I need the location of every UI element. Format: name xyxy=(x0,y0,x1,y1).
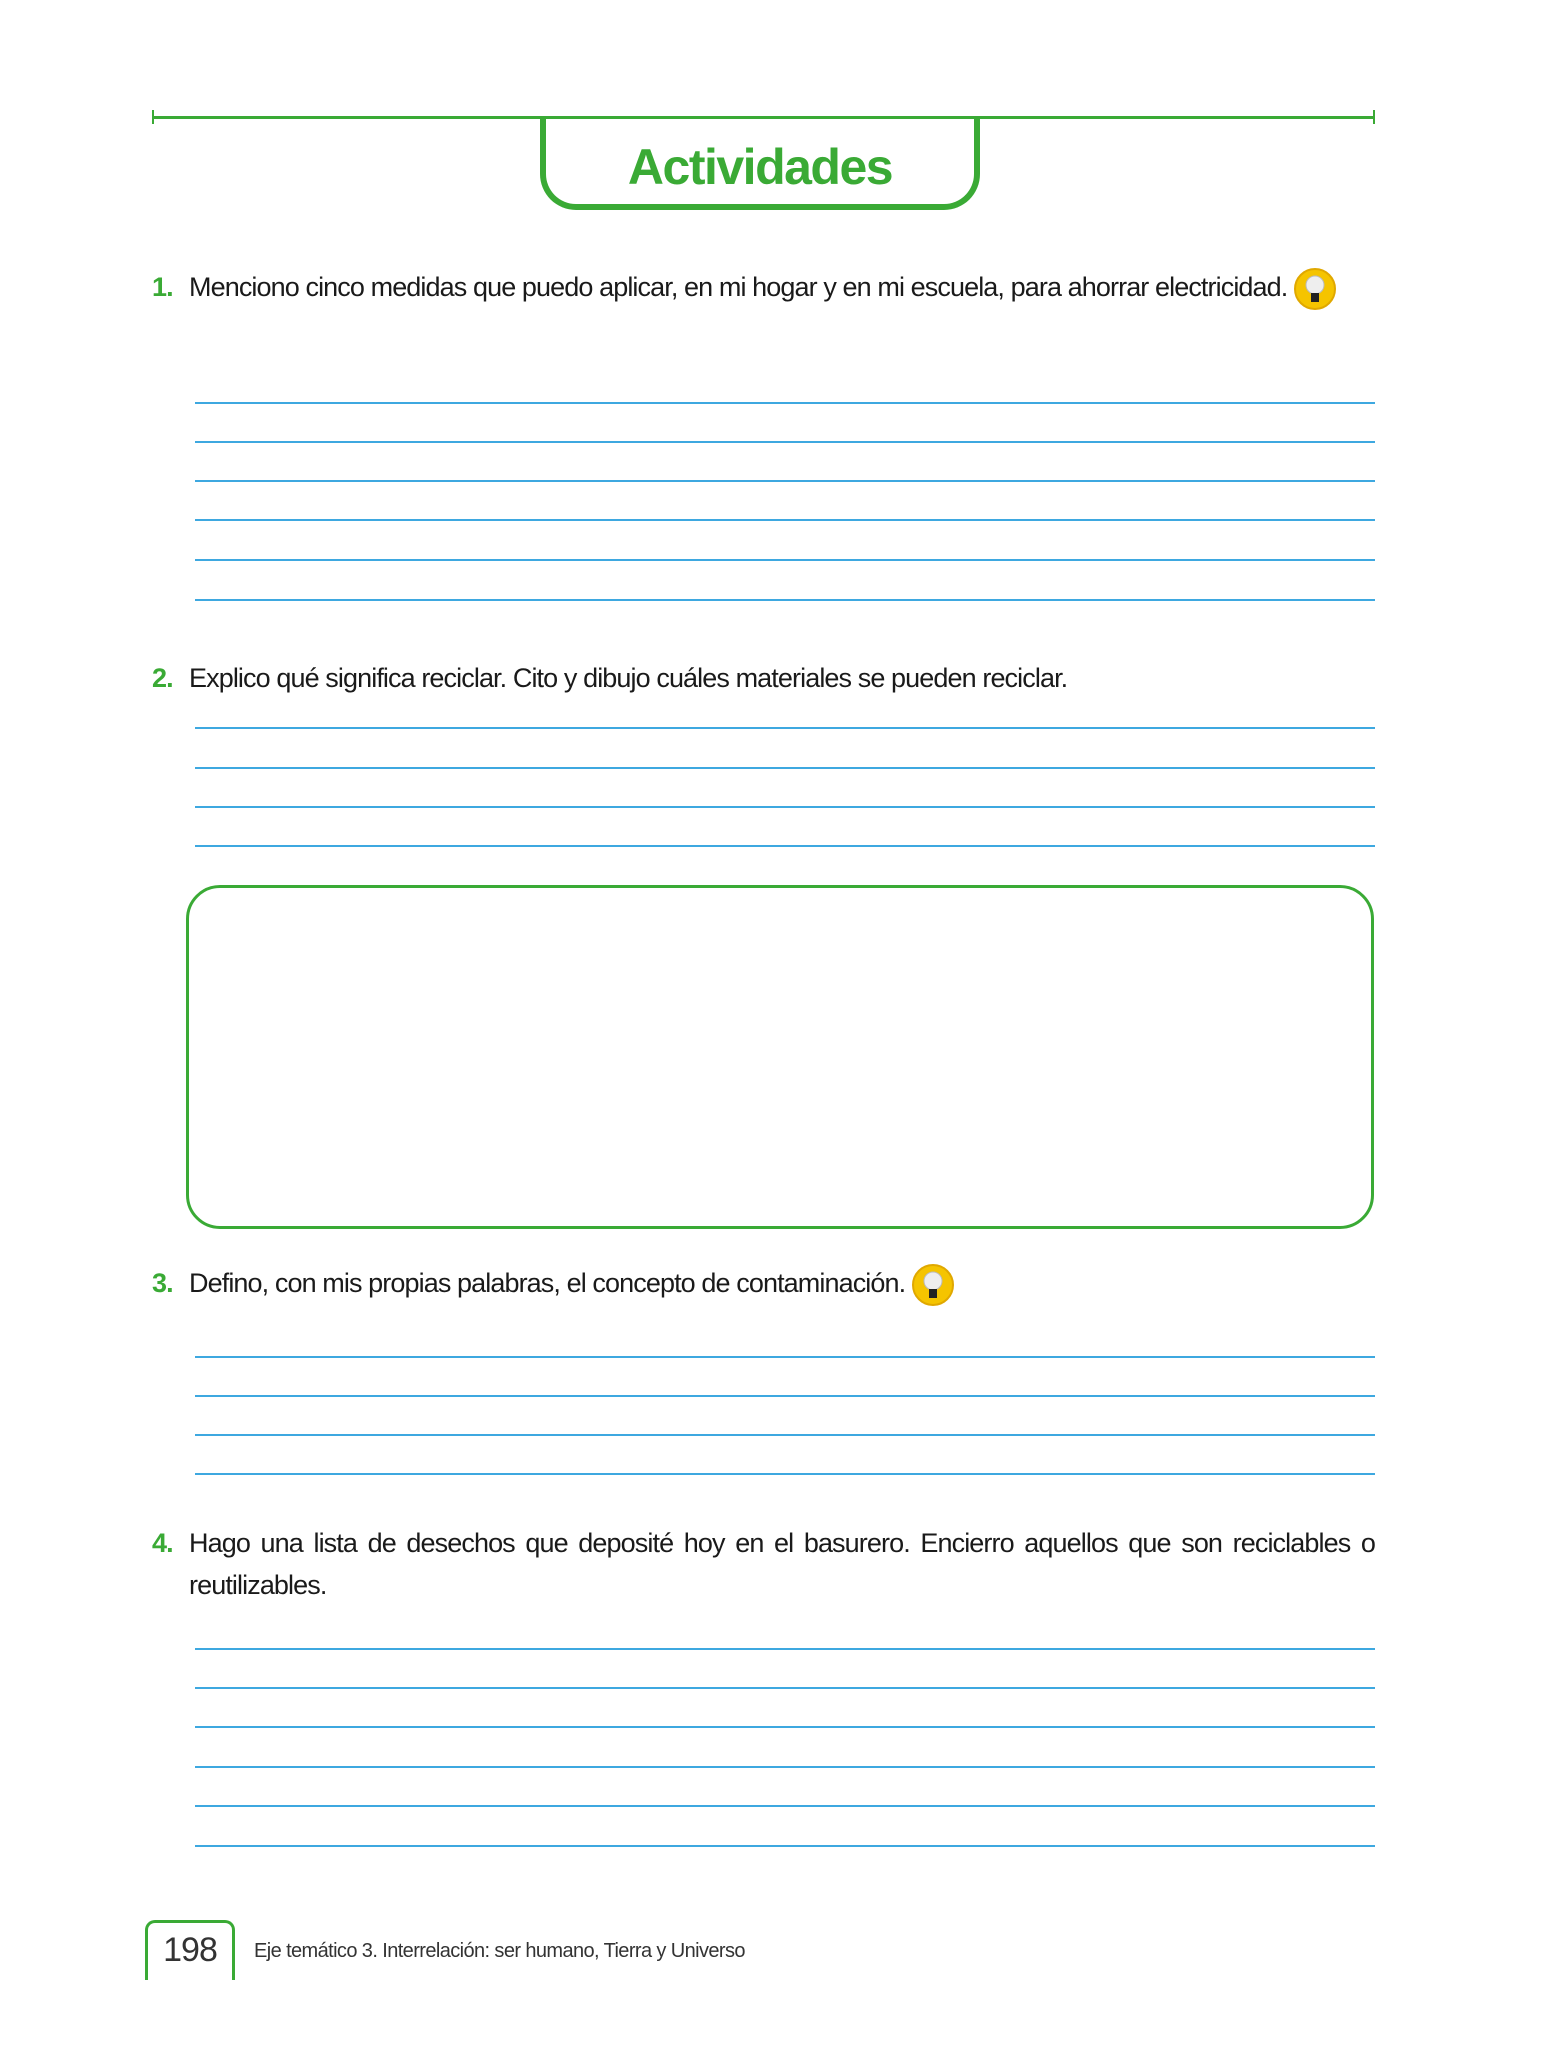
writing-line[interactable] xyxy=(195,1805,1375,1807)
writing-line[interactable] xyxy=(195,727,1375,729)
question-text: Hago una lista de desechos que deposité hoy en el basurero. Encierro aquellos que son reciclables o reutilizables. xyxy=(189,1528,1375,1600)
question-4 xyxy=(152,1522,1375,1606)
header-rule-end-right xyxy=(1373,110,1375,124)
writing-line[interactable] xyxy=(195,1726,1375,1728)
writing-line[interactable] xyxy=(195,806,1375,808)
lightbulb-icon xyxy=(1293,267,1337,311)
writing-line[interactable] xyxy=(195,1766,1375,1768)
writing-line[interactable] xyxy=(195,845,1375,847)
title-tab xyxy=(540,116,980,210)
question-number: 1. xyxy=(152,272,173,302)
writing-line[interactable] xyxy=(195,402,1375,404)
question-text: Defino, con mis propias palabras, el concepto de contaminación. xyxy=(189,1268,906,1298)
question-1 xyxy=(152,266,1375,311)
question-2 xyxy=(152,657,1375,699)
question-number: 2. xyxy=(152,663,173,693)
writing-line[interactable] xyxy=(195,1687,1375,1689)
page-number: 198 xyxy=(145,1920,235,1980)
question-number: 3. xyxy=(152,1268,173,1298)
writing-line[interactable] xyxy=(195,1395,1375,1397)
writing-line[interactable] xyxy=(195,519,1375,521)
question-number: 4. xyxy=(152,1528,173,1558)
writing-line[interactable] xyxy=(195,1356,1375,1358)
writing-line[interactable] xyxy=(195,480,1375,482)
drawing-area[interactable] xyxy=(186,885,1374,1229)
writing-line[interactable] xyxy=(195,1648,1375,1650)
writing-line[interactable] xyxy=(195,559,1375,561)
question-text: Explico qué significa reciclar. Cito y dibujo cuáles materiales se pueden reciclar. xyxy=(189,663,1068,693)
writing-line[interactable] xyxy=(195,1434,1375,1436)
writing-line[interactable] xyxy=(195,1473,1375,1475)
writing-line[interactable] xyxy=(195,599,1375,601)
question-text: Menciono cinco medidas que puedo aplicar, en mi hogar y en mi escuela, para ahorrar electricidad. xyxy=(189,272,1288,302)
page-title: Actividades xyxy=(627,139,893,195)
writing-line[interactable] xyxy=(195,441,1375,443)
question-3 xyxy=(152,1262,1375,1307)
writing-line[interactable] xyxy=(195,1845,1375,1847)
lightbulb-icon xyxy=(911,1263,955,1307)
footer-section-title: Eje temático 3. Interrelación: ser humano, Tierra y Universo xyxy=(254,1940,745,1962)
writing-line[interactable] xyxy=(195,767,1375,769)
header-rule-end-left xyxy=(152,110,154,124)
